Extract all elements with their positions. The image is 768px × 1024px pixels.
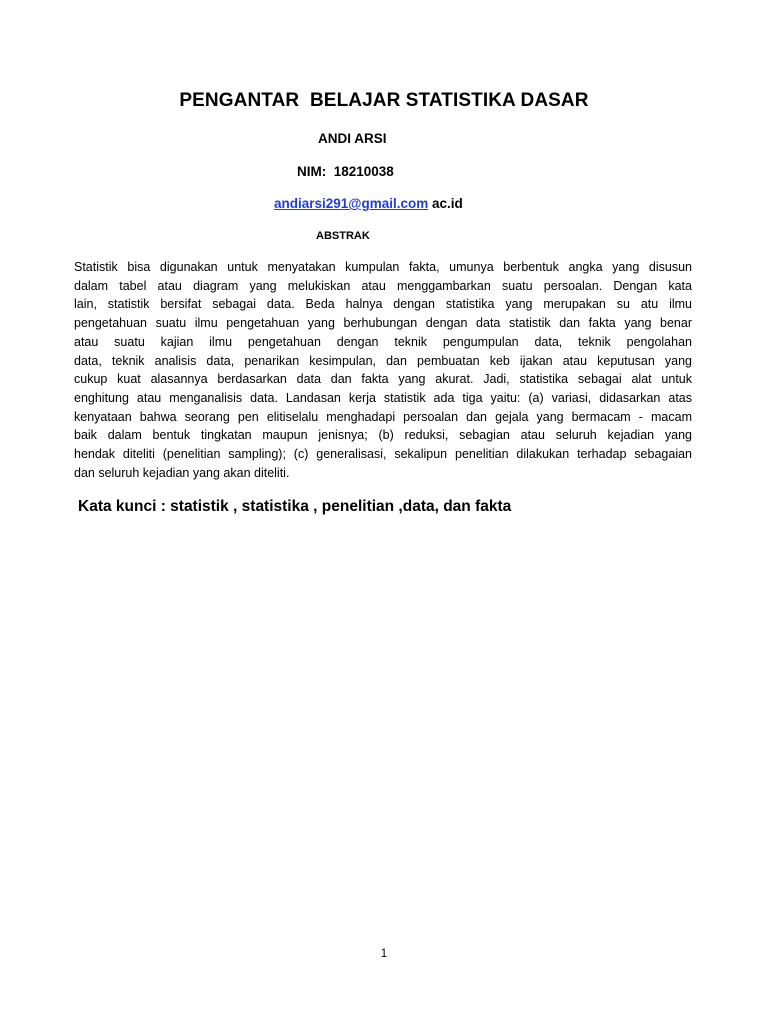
abstract-line: dan seluruh kejadian yang akan diteliti. (74, 465, 290, 480)
abstract-line: kenyataan bahwa seorang pen elitiselalu menghadapi persoalan dan gejala yang bermacam - macam (74, 409, 692, 424)
page-number: 1 (380, 948, 388, 960)
email-link[interactable]: andiarsi291@gmail.com (274, 196, 429, 211)
abstract-body (74, 258, 692, 482)
keywords: Kata kunci : statistik , statistika , penelitian ,data, dan fakta (78, 498, 512, 515)
abstract-line: atau suatu kajian ilmu pengetahuan dengan teknik pengumpulan data, teknik pengolahan (74, 334, 692, 349)
email-line (274, 196, 463, 211)
abstract-line: enghitung atau menganalisis data. Landasan kerja statistik ada tiga yaitu: (a) variasi, didasarkan atas (74, 390, 692, 405)
abstract-line: baik dalam bentuk tingkatan maupun jenisnya; (b) reduksi, sebagian atau seluruh kejadian yang (74, 428, 692, 443)
abstract-line: Statistik bisa digunakan untuk menyatakan kumpulan fakta, umunya berbentuk angka yang disusun (74, 260, 692, 274)
author-name: ANDI ARSI (318, 131, 387, 146)
abstract-line: hendak diteliti (penelitian sampling); (c) generalisasi, sekalipun penelitian dilakukan terhadap sebagaian (74, 447, 692, 462)
student-id: NIM: 18210038 (297, 164, 394, 179)
abstract-heading: ABSTRAK (316, 230, 370, 242)
abstract-line: pengetahuan suatu ilmu pengetahuan yang berhubungan dengan data statistik dan fakta yang benar (74, 316, 692, 331)
abstract-line: cukup kuat alasannya berdasarkan data dan fakta yang akurat. Jadi, statistika sebagai alat untuk (74, 372, 692, 387)
abstract-line: lain, statistik bersifat sebagai data. Beda halnya dengan statistika yang merupakan su atu ilmu (74, 297, 692, 312)
email-suffix: ac.id (428, 196, 463, 211)
document-title: PENGANTAR BELAJAR STATISTIKA DASAR (179, 90, 589, 111)
abstract-line: data, teknik analisis data, penarikan kesimpulan, dan pembuatan keb ijakan atau keputusan yang (74, 353, 692, 368)
abstract-line: dalam tabel atau diagram yang melukiskan atau menggambarkan suatu persoalan. Dengan kata (74, 278, 692, 293)
